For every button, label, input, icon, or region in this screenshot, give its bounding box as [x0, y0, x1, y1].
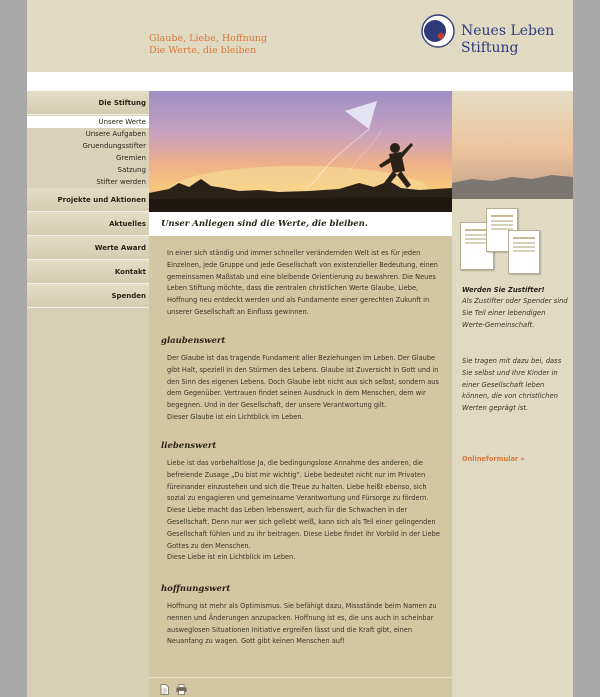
subtitle-bar [149, 212, 452, 236]
certificate-3 [508, 230, 540, 274]
intro-paragraph: In einer sich ständig und immer schneller verändernden Welt ist es für jeden Einzelnen, jede Gruppe und jede Gesellschaft von existenzieller Bedeutung, einen gemeinsamen Maßstab und eine bleibende Orientierung zu bewahren. Die Neues Leben Stiftung möchte, dass die zentralen christlichen Werte Glaube, Liebe, Hoffnung neu entdeckt werden und als Fundamente einer gerechten Zukunft in unserer Gesellschaft an Einfluss gewinnen. [167, 249, 438, 316]
liebenswert-closing: Diese Liebe ist ein Lichtblick im Leben. [167, 553, 296, 562]
aside-title: Werden Sie Zustifter! [462, 286, 545, 294]
subnav-stifter-werden[interactable]: Stifter werden [96, 178, 146, 186]
print-icon[interactable] [176, 684, 187, 695]
glaubenswert-closing: Dieser Glaube ist ein Lichtblick im Leben. [167, 412, 304, 421]
aside-text-1: Als Zustifter oder Spender sind Sie Teil einer lebendigen Werte-Gemeinschaft. [462, 297, 568, 329]
heading-glaubenswert: glaubenswert [161, 336, 226, 346]
logo-name [461, 23, 554, 57]
nav-werte-award[interactable]: Werte Award [27, 236, 149, 260]
aside [452, 212, 573, 697]
nav-kontakt[interactable]: Kontakt [27, 260, 149, 284]
heading-hoffnungswert: hoffnungswert [161, 584, 231, 594]
liebenswert-text: Liebe ist das vorbehaltlose Ja, die bedingungslose Annahme des anderen, die befreiende Zusage „Du bist mir wichtig“. Liebe bedeutet nicht nur im Privaten füreinander einzustehen und sich die Treue zu halten. Liebe heißt ebenso, sich sozial zu engagieren und gemeinsame Verantwortung und Fürsorge zu fördern. Diese Liebe macht das Leben lebenswert, auch für die Schwachen in der Gesellschaft. Denn nur wer sich geliebt weiß, kann sich als Teil einer gelingenden Gesellschaft fühlen und zu ihr beitragen. Diese Liebe findet ihr Vorbild in der Liebe Gottes zu den Menschen. [167, 459, 440, 550]
sidebar [27, 91, 149, 697]
footer-icons [149, 677, 452, 697]
liebenswert-paragraph [167, 458, 445, 564]
tagline-line1: Glaube, Liebe, Hoffnung [149, 33, 268, 44]
tagline-line2: Die Werte, die bleiben [149, 45, 257, 56]
page [27, 0, 573, 697]
hero-image [149, 91, 452, 212]
page-subtitle: Unser Anliegen sind die Werte, die bleiben. [161, 219, 368, 229]
certificates-image[interactable] [460, 208, 544, 278]
heading-liebenswert: liebenswert [161, 441, 217, 451]
subnav-gruendungsstifter[interactable]: Gruendungsstifter [82, 142, 146, 150]
nav-die-stiftung[interactable]: Die Stiftung [27, 91, 149, 115]
header-divider-bar [27, 72, 573, 91]
onlineformular-link[interactable]: Onlineformular » [462, 455, 525, 463]
hoffnungswert-paragraph [167, 601, 445, 648]
logo[interactable] [421, 14, 561, 60]
nav-spenden[interactable]: Spenden [27, 284, 149, 308]
subnav-unsere-aufgaben[interactable]: Unsere Aufgaben [85, 130, 146, 138]
hero-image-side [452, 91, 573, 212]
subnav-satzung[interactable]: Satzung [117, 166, 146, 174]
nav-projekte-und-aktionen[interactable]: Projekte und Aktionen [27, 188, 149, 212]
nav-aktuelles[interactable]: Aktuelles [27, 212, 149, 236]
aside-text-2: Sie tragen mit dazu bei, dass Sie selbst und Ihre Kinder in einer Gesellschaft leben können, die von christlichen Werten geprägt ist. [462, 357, 562, 413]
logo-line1: Neues Leben [461, 23, 555, 39]
glaubenswert-text: Der Glaube ist das tragende Fundament aller Beziehungen im Leben. Der Glaube gibt Halt, speziell in den Stürmen des Lebens. Glaube ist Zuversicht in Gott und in den Sinn des eigenen Lebens. Doch Glaube lebt nicht aus sich selbst, sondern aus dem Gegenüber. Vertrauen findet seinen Ausdruck in dem Menschen, dem wir begegnen. Und in der Gesellschaft, der unsere Verantwortung gilt. [167, 354, 439, 410]
tagline [149, 33, 267, 57]
logo-icon [421, 14, 455, 48]
hoffnungswert-text: Hoffnung ist mehr als Optimismus. Sie befähigt dazu, Missstände beim Namen zu nennen und Änderungen anzupacken. Hoffnung ist es, die uns auch in scheinbar ausweglosen Situationen Initiative ergreifen lässt und die Kraft gibt, einen Neuanfang zu wagen. Gott gibt keinen Menschen auf! [167, 602, 437, 646]
main-content [149, 212, 452, 697]
document-icon[interactable] [159, 684, 170, 695]
subnav-gremien[interactable]: Gremien [116, 154, 146, 162]
subnav [27, 115, 149, 188]
logo-line2: Stiftung [461, 40, 519, 56]
header [27, 0, 573, 72]
glaubenswert-paragraph [167, 353, 445, 424]
subnav-unsere-werte[interactable]: Unsere Werte [27, 116, 149, 128]
